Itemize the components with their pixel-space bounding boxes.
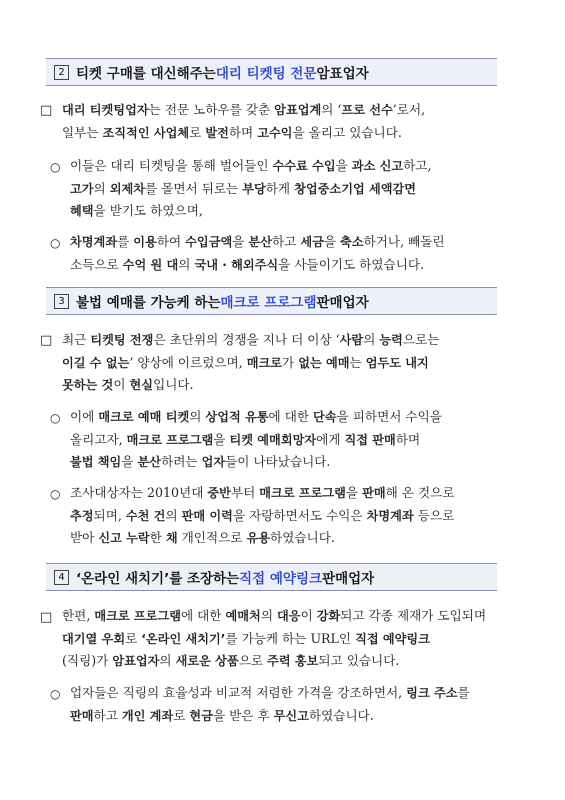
plain-text: 로	[173, 707, 190, 723]
circle-bullet: ○	[50, 160, 61, 174]
emphasis-text: 대리 티켓팅업자	[62, 103, 149, 117]
text-line	[62, 628, 502, 651]
plain-text: 으로	[238, 653, 268, 668]
emphasis-text: 단속	[313, 410, 337, 424]
emphasis-text: 티켓 예매회망자	[229, 432, 317, 447]
plain-text: 하고	[271, 234, 301, 249]
plain-text: 의	[260, 608, 278, 623]
section-title-highlight: 대리 티켓팅 전문	[215, 66, 317, 82]
paragraph	[62, 99, 502, 144]
plain-text: 이에	[70, 409, 99, 424]
plain-text: (직링)가	[62, 653, 113, 668]
text-line	[62, 352, 502, 375]
plain-text: 의	[165, 507, 182, 523]
emphasis-text: 직접 예약링크	[355, 631, 430, 646]
plain-text: 으로는	[402, 332, 440, 347]
emphasis-text: 없는 예매	[298, 355, 350, 370]
emphasis-text: 차명계좌	[70, 235, 118, 249]
plain-text: 의 ‘	[321, 102, 342, 117]
paragraph	[62, 605, 502, 673]
text-line	[62, 374, 502, 397]
square-bullet: □	[40, 103, 53, 118]
plain-text: 는	[349, 354, 366, 370]
plain-text: 받아	[70, 530, 99, 545]
plain-text: 을 피하면서 수익을	[336, 409, 442, 424]
circle-bullet: ○	[50, 236, 61, 250]
emphasis-text: 신고 누락	[98, 531, 150, 545]
plain-text: 업자들은 직링의 효율성과 비교적 저렴한 가격을 강조하면서,	[70, 685, 407, 700]
emphasis-text: 외제차	[109, 181, 146, 196]
plain-text: 에 대한	[181, 608, 226, 623]
plain-text: 하거나, 빼돌린	[363, 234, 445, 249]
plain-text: 일부는	[62, 124, 103, 140]
plain-text: 에 대한	[268, 409, 314, 424]
plain-text: 한	[149, 530, 166, 545]
emphasis-text: 프로 선수	[341, 103, 393, 117]
emphasis-text: ‘온라인 새치기’	[141, 631, 226, 646]
emphasis-text: 매크로 프로그램	[259, 486, 346, 500]
section-header-2	[46, 58, 497, 86]
emphasis-text: 창업중소기업 세액감면	[294, 181, 417, 196]
section-title-highlight: 매크로 프로그램	[220, 295, 317, 311]
text-line	[70, 682, 502, 705]
plain-text: 을 받은 후	[212, 707, 274, 723]
plain-text: 에게	[316, 431, 345, 447]
square-bullet: □	[40, 333, 53, 348]
section-header-3	[46, 287, 497, 315]
sub-paragraph	[70, 406, 502, 474]
plain-text: 를	[117, 234, 134, 249]
plain-text: 가	[282, 354, 299, 370]
section-title-pre: 티켓 구매를 대신해주는	[76, 66, 216, 82]
text-line	[70, 155, 502, 178]
plain-text: 을	[345, 485, 363, 500]
plain-text: 입니다.	[153, 377, 194, 392]
emphasis-text: 불법 책임	[70, 455, 122, 469]
emphasis-text: 현금	[189, 708, 213, 723]
emphasis-text: 판매	[70, 708, 94, 723]
emphasis-text: 채	[165, 531, 178, 545]
plain-text: 하고	[93, 707, 122, 723]
section-title-highlight: 직접 예약링크	[239, 571, 323, 587]
plain-text: 의	[189, 409, 206, 424]
emphasis-text: 혜택	[70, 204, 94, 218]
emphasis-text: 수천 건	[125, 508, 166, 523]
emphasis-text: 중반	[207, 486, 231, 500]
emphasis-text: 예매처	[225, 609, 261, 623]
plain-text: 로	[189, 124, 206, 140]
plain-text: 이	[300, 608, 317, 623]
sub-paragraph	[70, 231, 502, 276]
plain-text: 의	[93, 180, 110, 196]
plain-text: 하며	[228, 124, 258, 140]
emphasis-text: 무신고	[273, 708, 309, 723]
emphasis-text: 이길 수 없는	[62, 355, 130, 370]
emphasis-text: 새로운 상품	[175, 654, 239, 668]
emphasis-text: 이용	[133, 235, 157, 249]
section-header-4	[46, 563, 497, 591]
emphasis-text: 매크로 프로그램	[94, 609, 181, 623]
emphasis-text: 사람	[339, 333, 364, 347]
plain-text: 의	[178, 256, 195, 272]
plain-text: 는 전문 노하우를 갖춘	[148, 102, 275, 117]
plain-text: 을	[335, 158, 352, 173]
emphasis-text: 추정	[70, 508, 94, 523]
emphasis-text: 강화	[316, 609, 341, 623]
emphasis-text: 분산	[248, 235, 272, 249]
plain-text: 은 초단위의 경쟁을 지나 더 이상 ‘	[153, 332, 340, 347]
plain-text: 를 가능케 하는 URL인	[225, 630, 356, 646]
section-title-pre: ‘온라인 새치기’를 조장하는	[76, 571, 240, 587]
emphasis-text: 축소	[340, 235, 364, 249]
plain-text: 되고 있습니다.	[318, 653, 400, 668]
section-number: 3	[54, 294, 69, 309]
section-title-post: 암표업자	[316, 66, 369, 82]
emphasis-text: 판매	[362, 486, 386, 500]
plain-text: 조사대상자는 2010년대	[70, 485, 208, 500]
emphasis-text: 유용	[246, 531, 271, 545]
emphasis-text: 국내 · 해외주식	[194, 257, 279, 272]
plain-text: 로	[125, 630, 142, 646]
emphasis-text: 암표업자	[112, 654, 160, 668]
plain-text: 되며,	[93, 507, 126, 523]
emphasis-text: 현실	[129, 378, 154, 392]
emphasis-text: 대기열 우회	[62, 631, 126, 646]
emphasis-text: 암표업계	[274, 103, 322, 117]
emphasis-text: 고가	[70, 181, 94, 196]
emphasis-text: 조직적인 사업체	[102, 125, 190, 140]
plain-text: 의	[159, 653, 176, 668]
text-line	[70, 200, 502, 223]
circle-bullet: ○	[50, 487, 61, 501]
plain-text: 을	[323, 234, 341, 249]
plain-text: 을 사들이기도 하였습니다.	[278, 256, 425, 272]
emphasis-text: 개인 계좌	[121, 708, 174, 723]
text-line	[70, 505, 502, 528]
circle-bullet: ○	[50, 411, 61, 425]
emphasis-text: 능력	[379, 333, 403, 347]
emphasis-text: 차명계좌	[366, 508, 414, 523]
plain-text: 한편,	[62, 608, 95, 623]
emphasis-text: 대응	[277, 609, 301, 623]
emphasis-text: 부당	[242, 181, 266, 196]
emphasis-text: 매크로 프로그램	[126, 432, 214, 447]
section-title-pre: 불법 예매를 가능케 하는	[76, 295, 221, 311]
plain-text: 을 자랑하면서도 수익은	[232, 507, 367, 523]
text-line	[70, 406, 502, 429]
plain-text: ’ 양상에 이르렀으며,	[129, 354, 247, 370]
emphasis-text: 분산	[137, 455, 162, 469]
plain-text: 을	[213, 431, 230, 447]
plain-text: 이들은 대리 티켓팅을 통해 벌어들인	[70, 158, 273, 173]
text-line	[70, 482, 502, 505]
sub-paragraph	[70, 482, 502, 550]
plain-text: 소득으로	[70, 256, 123, 272]
emphasis-text: 고수익	[257, 125, 293, 140]
text-line	[70, 231, 502, 254]
plain-text: 되고 각종 제재가 도입되며	[340, 608, 487, 623]
emphasis-text: 직접 판매	[344, 432, 396, 447]
text-line	[62, 329, 502, 352]
plain-text: 하였습니다.	[308, 707, 374, 723]
emphasis-text: 세금	[300, 235, 324, 249]
emphasis-text: 판매 이력	[181, 508, 233, 523]
plain-text: 를 몰면서 뒤로는	[145, 180, 243, 196]
section-number: 2	[54, 65, 69, 80]
plain-text: 부터	[230, 485, 260, 500]
circle-bullet: ○	[50, 687, 61, 701]
emphasis-text: 수억 원 대	[122, 257, 179, 272]
emphasis-text: 상업적 유통	[205, 410, 269, 424]
plain-text: 를	[457, 685, 470, 700]
plain-text: 하게	[265, 180, 295, 196]
text-line	[70, 178, 502, 201]
plain-text: 을 올리고 있습니다.	[292, 124, 402, 140]
emphasis-text: 못하는 것	[62, 378, 114, 392]
plain-text: 최근	[62, 332, 91, 347]
paragraph	[62, 329, 502, 397]
text-line	[70, 451, 502, 474]
plain-text: 하려는	[161, 454, 202, 469]
text-line	[62, 99, 502, 122]
text-line	[62, 650, 502, 673]
text-line	[70, 254, 502, 277]
plain-text: 하며	[395, 431, 421, 447]
text-line	[70, 429, 502, 452]
plain-text: 등으로	[413, 507, 455, 523]
plain-text: 이	[113, 377, 130, 392]
plain-text: 을	[121, 454, 138, 469]
plain-text: 하였습니다.	[270, 530, 335, 545]
sub-paragraph	[70, 682, 502, 727]
plain-text: 을 받기도 하였으며,	[93, 203, 203, 218]
plain-text: 의	[363, 332, 380, 347]
emphasis-text: 매크로	[246, 355, 283, 370]
text-line	[62, 605, 502, 628]
section-title-post: 판매업자	[316, 295, 369, 311]
section-number: 4	[54, 570, 69, 585]
emphasis-text: 과소 신고	[351, 159, 404, 173]
emphasis-text: 주력 홍보	[267, 654, 319, 668]
emphasis-text: 엄두도 내지	[365, 355, 429, 370]
emphasis-text: 링크 주소	[406, 686, 458, 700]
plain-text: 하고,	[403, 158, 432, 173]
emphasis-text: 업자	[201, 455, 226, 469]
emphasis-text: 수입금액	[185, 235, 233, 249]
plain-text: 들이 나타났습니다.	[225, 454, 331, 469]
plain-text: 올리고자,	[70, 431, 127, 447]
text-line	[70, 705, 502, 728]
plain-text: 개인적으로	[177, 530, 247, 545]
emphasis-text: 발전	[205, 125, 229, 140]
section-title-post: 판매업자	[322, 571, 375, 587]
text-line	[62, 122, 502, 145]
plain-text: 해 온 것으로	[385, 485, 455, 500]
plain-text: 하여	[156, 234, 186, 249]
text-line	[70, 527, 502, 550]
emphasis-text: 매크로 예매 티켓	[98, 410, 190, 424]
emphasis-text: 티켓팅 전쟁	[90, 333, 154, 347]
emphasis-text: 수수료 수입	[272, 159, 336, 173]
sub-paragraph	[70, 155, 502, 223]
plain-text: 을	[232, 234, 249, 249]
square-bullet: □	[40, 610, 53, 625]
plain-text: ’로서,	[392, 102, 426, 117]
